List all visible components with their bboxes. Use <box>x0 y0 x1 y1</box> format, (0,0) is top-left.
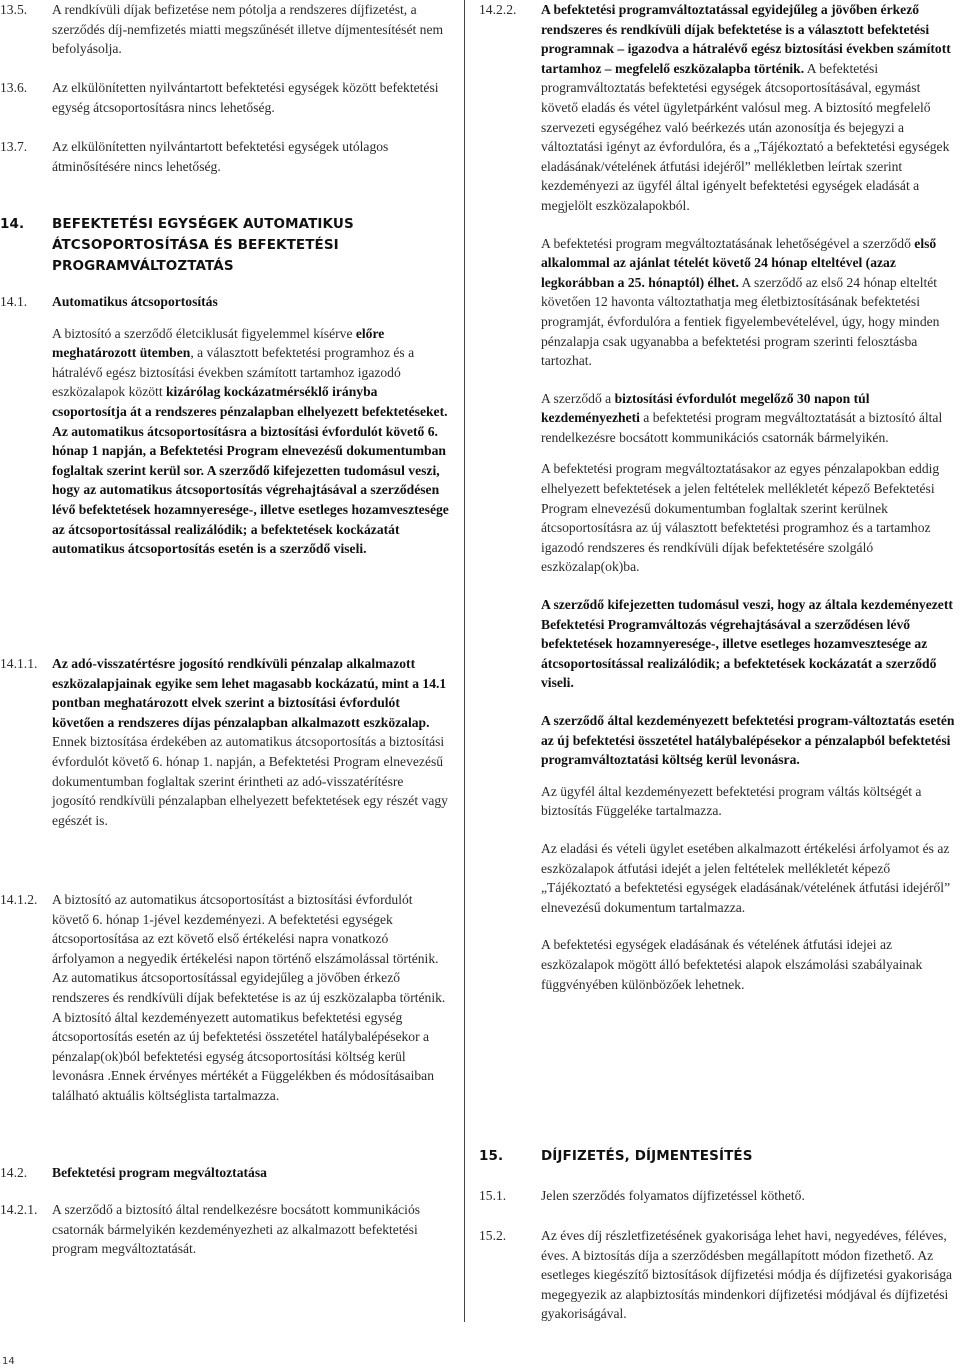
bold-run: előre meghatározott ütemben <box>52 325 385 361</box>
clause-paragraph: A befektetési egységek eladásának és vételének átfutási idejei az eszközalapok mögött álló befektetési alapok elszámolási szabályainak függvényében különbözőek lehetnek. <box>541 937 923 992</box>
section-14 <box>0 214 450 277</box>
clause-14-1-1 <box>0 654 450 830</box>
clause-number: 14.1. <box>0 294 28 309</box>
clause-15-1 <box>479 1186 958 1206</box>
text-run: , a választott befektetési programhoz és a hátralévő egész biztosítási években számított tartamhoz igazodó eszközalapok között <box>52 345 415 400</box>
bold-run: kizárólag kockázatmérséklő irányba csoportosítja át a rendszeres pénzalapban elhelyezett befektetéseket. Az automatikus átcsoportosításra a biztosítási évfordulót követő 6. hónap 1 napján, a Befektetési Program elnevezésű dokumentumban foglaltak szerint kerül sor. A szerződő kifejezetten tudomásul veszi, hogy az automatikus átcsoportosítás végrehajtásával a szerződésen lévő befektetések hozamnyeresége-, illetve esetleges hozamvesztesége az átcsoportosítással realizálódik; a befektetések kockázatát automatikus átcsoportosítás esetén is a szerződő viseli. <box>52 384 449 557</box>
clause-text: A biztosító az automatikus átcsoportosítást a biztosítási évfordulót követő 6. hónap 1-jével kezdeményezi. A befektetési egységek átcsoportosítása az ezt követő első értékelési napra vonatkozó árfolyamon a negyedik értékelési napon történő elszámolással történik. Az automatikus átcsoportosítással egyidejűleg a jövőben érkező rendszeres és rendkívüli díjak befektetése is az új eszközalapba történik. A biztosító által kezdeményezett automatikus befektetési egység átcsoportosítás esetén az új befektetési összetétel hatálybalépésekor a pénzalap(ok)ból befektetési egység átcsoportosítási költség kerül levonásra .Ennek érvényes mértékét a Függelékben és módosításaiban található aktuális költséglista tartalmazza. <box>52 892 446 1103</box>
text-run: A szerződő az első 24 hónap elteltét követően 12 havonta változtathatja meg életbiztosításának befektetési programját, évfordulóra a fentiek figyelembevételével, úgy, hogy minden pénzalapja csak ugyanabba a befektetési program szerinti felosztásba tartozhat. <box>541 274 940 369</box>
clause-number: 14.2.1. <box>0 1202 38 1217</box>
bold-run: Az adó-visszatértésre jogosító rendkívüli pénzalap alkalmazott eszközalapjainak egyike sem lehet magasabb kockázatú, mint a 14.1 pontban meghatározott elvek szerint a biztosítási évfordulót követően a rendszeres díjas pénzalapban alkalmazott eszközalap. <box>52 656 447 730</box>
clause-paragraph: A befektetési program megváltoztatásakor az egyes pénzalapokban eddig elhelyezett befektetések a jelen feltételek mellékletét képező Befektetési Program elnevezésű dokumentumban foglaltak szerint kerülnek átcsoportosításra az új választott befektetési programhoz és a tartamhoz igazodó rendszeres és rendkívüli díjak befektetésére szolgáló eszközalap(ok)ba. <box>541 461 940 575</box>
clause-13-7 <box>0 137 450 176</box>
clause-paragraph: Az eladási és vételi ügylet esetében alkalmazott értékelési árfolyamot és az eszközalapok átfutási idejét a jelen feltételek mellékletét képező „Tájékoztató a befektetési egységek eladásának/vételének átfutási idejéről” elnevezésű dokumentum tartalmazza. <box>541 840 951 915</box>
text-run: A biztosító a szerződő életciklusát figyelemmel kísérve <box>52 325 356 341</box>
bold-run: első alkalommal az ajánlat tételét követő 24 hónap elteltével (azaz legkorábban a 25. hónaptól) élhet. <box>541 235 937 290</box>
clause-paragraph: Az ügyfél által kezdeményezett befektetési program váltás költségét a biztosítás Függeléke tartalmazza. <box>541 783 922 819</box>
clause-text: A rendkívüli díjak befizetése nem pótolja a rendszeres díjfizetést, a szerződés díj-nemfizetés miatti megszűnését illetve díjmentesítését nem befolyásolja. <box>52 2 444 57</box>
clause-text: Az elkülönítetten nyilvántartott befektetési egységek utólagos átminősítésére nincs lehetőség. <box>52 139 389 174</box>
clause-14-1 <box>0 292 450 559</box>
clause-paragraph <box>541 234 958 371</box>
clause-text: Az éves díj részletfizetésének gyakorisága lehet havi, negyedéves, féléves, éves. A biztosítás díja a szerződésben megállapított módon fizethető. Az esetleges kiegészítő biztosítások díjfizetési módja és díjfizetési gyakorisága megegyezik az alapbiztosítás mindenkori díjfizetési módjával és díjfizetési gyakoriságával. <box>541 1228 953 1322</box>
clause-paragraph: A szerződő kifejezetten tudomásul veszi, hogy az általa kezdeményezett Befektetési Programváltozás végrehajtásával a szerződésen lévő befektetések hozamnyeresége-, illetve esetleges hozamvesztesége az átcsoportosítással realizálódik; a befektetések kockázatát a szerződő viseli. <box>541 597 953 691</box>
clause-14-2 <box>0 1163 450 1183</box>
clause-text: Jelen szerződés folyamatos díjfizetéssel köthető. <box>541 1188 805 1203</box>
section-number: 14. <box>0 216 25 232</box>
clause-number: 13.6. <box>0 80 28 95</box>
clause-text <box>52 324 450 559</box>
clause-number: 14.2. <box>0 1165 28 1180</box>
section-heading: BEFEKTETÉSI EGYSÉGEK AUTOMATIKUS ÁTCSOPORTOSÍTÁSA ÉS BEFEKTETÉSI PROGRAMVÁLTOZTATÁS <box>52 216 354 274</box>
clause-number: 15.2. <box>479 1228 507 1243</box>
clause-number: 13.7. <box>0 139 28 154</box>
bold-run: A befektetési programváltoztatással egyidejűleg a jövőben érkező rendszeres és rendkívüli díjak befektetése is a választott befektetési programnak – igazodva a hátralévő egész biztosítási években számított tartamhoz – megfelelő eszközalapba történik. <box>541 2 951 76</box>
clause-paragraph <box>541 0 958 216</box>
section-number: 15. <box>479 1148 504 1164</box>
text-run: A befektetési programváltoztatás befektetési egységek átcsoportosításával, egymást követő eladás és vétel ügyletpárként valósul meg. A biztosító megfelelő szervezeti egységéhez való beérkezés után azonosítja és bejegyzi a változtatási igényt az évfordulóra, és a „Tájékoztató a befektetési egységek eladásának/vételének átfutási idejéről” mellékletben leírtak szerint kezdeményezi az ügyfél által igényelt befektetési egységek eladását a megjelölt eszközalapokból. <box>541 60 950 213</box>
clause-number: 15.1. <box>479 1188 507 1203</box>
clause-13-5 <box>0 0 450 59</box>
section-heading: DÍJFIZETÉS, DÍJMENTESÍTÉS <box>541 1148 753 1164</box>
section-15 <box>479 1146 958 1167</box>
clause-title: Automatikus átcsoportosítás <box>52 294 218 309</box>
clause-text: A szerződő a biztosító által rendelkezésre bocsátott kommunikációs csatornák bármelyikén kezdeményezheti az alkalmazott befektetési program megváltoztatását. <box>52 1202 421 1257</box>
clause-paragraph <box>541 389 958 448</box>
column-divider <box>464 0 465 1322</box>
text-run: A szerződő a <box>541 390 615 406</box>
clause-text <box>52 654 450 830</box>
clause-paragraph: A szerződő által kezdeményezett befektetési program-változtatás esetén az új befektetési összetétel hatálybalépésekor a pénzalapból befektetési programváltoztatási költség kerül levonásra. <box>541 713 955 768</box>
clause-number: 14.2.2. <box>479 2 517 17</box>
clause-14-2-2 <box>479 0 958 994</box>
clause-14-1-2 <box>0 890 450 1106</box>
clause-number: 14.1.2. <box>0 892 38 907</box>
text-run: a befektetési program megváltoztatását a biztosító által rendelkezésre bocsátott kommunikációs csatornák bármelyikén. <box>541 410 943 445</box>
bold-run: biztosítási évfordulót megelőző 30 napon túl kezdeményezheti <box>541 390 870 426</box>
clause-text: Az elkülönítetten nyilvántartott befektetési egységek között befektetési egység átcsoportosításra nincs lehetőség. <box>52 80 439 115</box>
text-run: A befektetési program megváltoztatásának lehetőségével a szerződő <box>541 235 915 251</box>
clause-number: 13.5. <box>0 2 28 17</box>
text-run: Ennek biztosítása érdekében az automatikus átcsoportosítás a biztosítási évfordulót követő 6. hónap 1. napján, a Befektetési Program elnevezésű dokumentumban foglaltak szerint érintheti az adó-visszatérítésre jogosító rendkívüli pénzalapban elhelyezett befektetések egy részét vagy egészét is. <box>52 734 448 828</box>
clause-14-2-1 <box>0 1200 450 1259</box>
clause-15-2 <box>479 1226 958 1324</box>
clause-number: 14.1.1. <box>0 656 38 671</box>
clause-title: Befektetési program megváltoztatása <box>52 1165 267 1180</box>
clause-13-6 <box>0 78 450 117</box>
page-number: 14 <box>2 1356 15 1367</box>
